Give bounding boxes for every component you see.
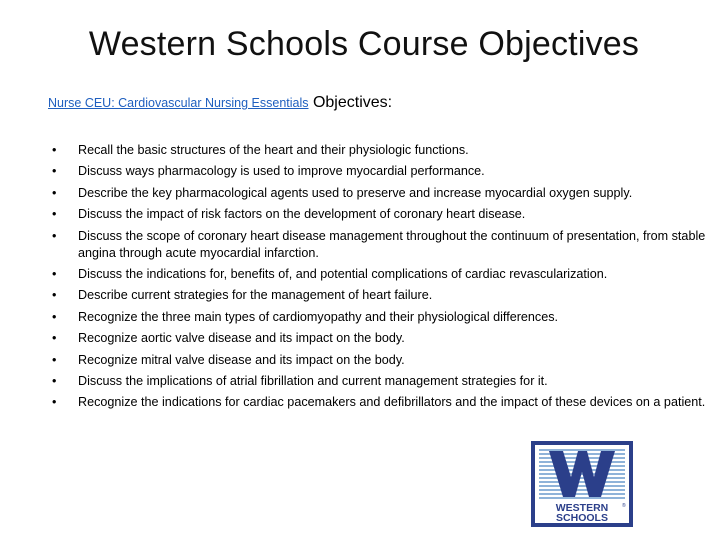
logo-stripe	[539, 473, 625, 475]
slide-title: Western Schools Course Objectives	[88, 25, 640, 63]
bullet-icon: •	[52, 266, 57, 281]
logo-stripe	[539, 477, 625, 479]
bullet-icon: •	[52, 331, 57, 346]
objective-text: Describe current strategies for the management of heart failure.	[78, 288, 433, 303]
objective-text: Recognize mitral valve disease and its impact on the body.	[78, 352, 405, 367]
bullet-icon: •	[52, 164, 57, 179]
objective-item	[48, 228, 720, 262]
objective-text: Describe the key pharmacological agents used to preserve and increase myocardial oxygen supply.	[78, 185, 633, 200]
objective-text: Recognize the three main types of cardiomyopathy and their physiological differences.	[78, 309, 559, 324]
bullet-icon: •	[52, 228, 57, 243]
objective-item	[48, 287, 720, 304]
bullet-icon: •	[52, 288, 57, 303]
objective-item	[48, 394, 720, 411]
bullet-icon: •	[52, 143, 57, 157]
objectives-intro	[48, 93, 392, 113]
objective-text: Discuss the scope of coronary heart disease management throughout the continuum of presentation, from stable angina through acute myocardial infarction.	[78, 228, 706, 260]
objectives-label: Objectives:	[308, 94, 393, 111]
objective-item	[48, 266, 720, 283]
objective-item	[48, 163, 720, 180]
logo-stripe	[539, 449, 625, 451]
bullet-icon: •	[52, 373, 57, 388]
objectives-list	[48, 142, 720, 416]
logo-stripe	[539, 497, 625, 499]
logo-stripe	[539, 489, 625, 491]
logo-stripe	[539, 485, 625, 487]
logo-registered-mark: ®	[622, 503, 626, 509]
objective-text: Discuss the implications of atrial fibrillation and current management strategies for it.	[78, 373, 548, 388]
course-link[interactable]: Nurse CEU: Cardiovascular Nursing Essentials	[48, 96, 309, 110]
objective-text: Recognize the indications for cardiac pacemakers and defibrillators and the impact of these devices on a patient.	[78, 395, 706, 410]
objective-text: Recall the basic structures of the heart and their physiologic functions.	[78, 143, 469, 157]
objective-item	[48, 330, 720, 347]
objective-item	[48, 352, 720, 369]
logo-text-line2: SCHOOLS	[556, 512, 608, 524]
objective-text: Discuss the indications for, benefits of, and potential complications of cardiac revascularization.	[78, 266, 608, 281]
bullet-icon: •	[52, 309, 57, 324]
bullet-icon: •	[52, 352, 57, 367]
logo-stripe	[539, 493, 625, 495]
objective-item	[48, 185, 720, 202]
objective-text: Recognize aortic valve disease and its impact on the body.	[78, 331, 405, 346]
bullet-icon: •	[52, 207, 57, 222]
objective-item	[48, 206, 720, 223]
logo-text-line1: WESTERN	[555, 502, 609, 514]
objective-text: Discuss the impact of risk factors on the development of coronary heart disease.	[78, 207, 526, 222]
western-schools-logo	[531, 441, 633, 527]
bullet-icon: •	[52, 185, 57, 200]
bullet-icon: •	[52, 395, 57, 410]
logo-stripe	[539, 481, 625, 483]
objective-item	[48, 142, 720, 159]
objective-item	[48, 373, 720, 390]
objective-item	[48, 309, 720, 326]
objective-text: Discuss ways pharmacology is used to improve myocardial performance.	[78, 164, 485, 179]
